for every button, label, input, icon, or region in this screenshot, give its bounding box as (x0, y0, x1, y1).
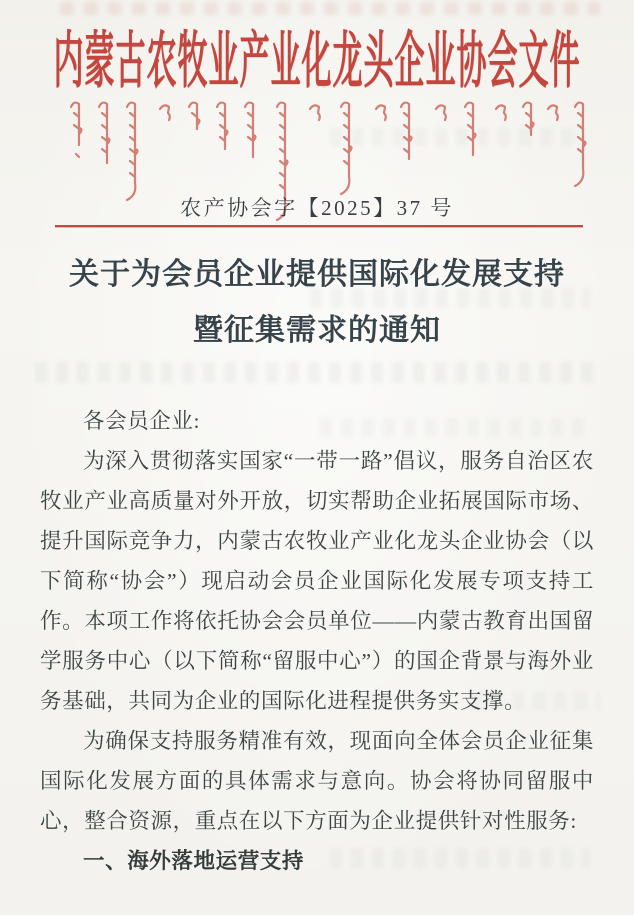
bleed-through-artifact (60, 2, 600, 15)
body-paragraph: 为确保支持服务精准有效，现面向全体会员企业征集国际化发展方面的具体需求与意向。协会将协同留服中心，整合资源，重点在以下方面为企业提供针对性服务: (40, 729, 594, 833)
red-separator-rule (55, 225, 583, 227)
org-title: 内蒙古农牧业产业化龙头企业协会文件 (53, 27, 581, 95)
notice-body (40, 401, 594, 881)
notice-title (0, 247, 634, 359)
section-heading: 一、海外落地运营支持 (83, 849, 305, 873)
bleed-through-artifact (35, 362, 595, 383)
salutation: 各会员企业: (83, 409, 201, 433)
doc-number: 农产协会字【2025】37 号 (180, 196, 454, 220)
notice-title-line2: 暨征集需求的通知 (193, 314, 441, 347)
body-paragraph: 为深入贯彻落实国家“一带一路”倡议，服务自治区农牧业产业高质量对外开放，切实帮助企业拓展国际市场、提升国际竞争力，内蒙古农牧业产业化龙头企业协会（以下简称“协会”）现启动会员企业国际化发展专项支持工作。本项工作将依托协会会员单位——内蒙古教育出国留学服务中心（以下简称“留服中心”）的国企背景与海外业务基础，共同为企业的国际化进程提供务实支撑。 (40, 449, 594, 713)
notice-title-line1: 关于为会员企业提供国际化发展支持 (69, 258, 565, 291)
letterhead (0, 27, 634, 95)
